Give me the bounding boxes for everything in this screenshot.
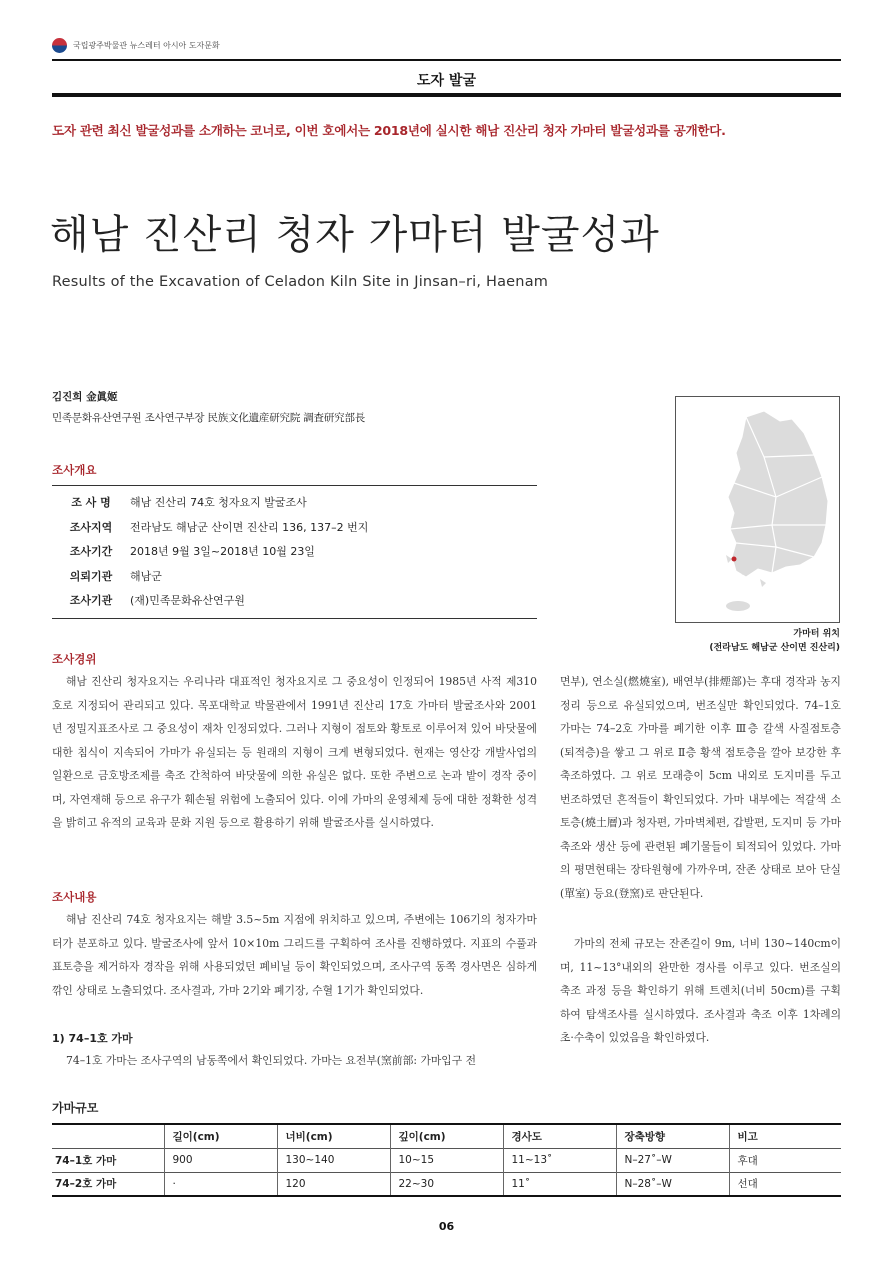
kiln-subheading: 1) 74–1호 가마 [52,1032,133,1045]
overview-value: 전라남도 해남군 산이면 진산리 136, 137–2 번지 [130,520,369,534]
korea-map-icon [676,397,841,624]
page-number: 06 [438,1220,455,1233]
content-heading: 조사내용 [52,890,97,904]
content-paragraph: 해남 진산리 74호 청자요지는 해발 3.5~5m 지점에 위치하고 있으며, 주변에는 106기의 청자가마터가 분포하고 있다. 발굴조사에 앞서 10×10m 그리드를 구획하여 조사를 진행하였다. 지표의 수풀과 표토층을 제거하자 경작을 위해 사용되었던 폐비닐 등이 확인되었으며, 조사구역 동쪽 경사면은 심하게 깎인 상태로 노출되었다. 조사결과, 가마 2기와 폐기장, 수혈 1기가 확인되었다. [52,913,537,997]
table-header-cell: 깊이(cm) [390,1124,503,1148]
kiln-table-title: 가마규모 [52,1101,99,1115]
map-caption-location: (전라남도 해남군 산이면 진산리) [709,643,840,653]
table-header-cell: 비고 [729,1124,841,1148]
overview-row [52,588,537,613]
author-affiliation: 민족문화유산연구원 조사연구부장 民族文化遺産研究院 調査研究部長 [52,412,366,424]
overview-value: 해남군 [130,569,162,583]
table-cell: 11~13˚ [503,1148,616,1172]
table-row [52,1172,841,1196]
top-rule [52,59,841,61]
overview-value: 2018년 9월 3일~2018년 10월 23일 [130,545,315,559]
kiln-paragraph-continued: 면부), 연소실(燃燒室), 배연부(排煙部)는 후대 경작과 농지 정리 등으로 유실되었으며, 번조실만 확인되었다. 74–1호 가마는 74–2호 가마를 폐기한 이후 Ⅲ층 갈색 사질점토층(퇴적층)을 쌓고 그 위로 Ⅱ층 황색 점토층을 깔아 보강한 후 축조하였다. 그 위로 모래층이 5cm 내외로 도지미를 두고 번조하였던 흔적들이 확인되었다. 가마 내부에는 적갈색 소토층(燒土層)과 청자편, 가마벽체편, 갑발편, 도지미 등 가마 축조와 생산 등에 관련된 폐기물들이 퇴적되어 있었다. 가마의 평면현태는 장타원형에 가까우며, 잔존 상태로 보아 단실(單室) 등요(登窯)로 판단된다. [560,675,841,900]
page-title: 해남 진산리 청자 가마터 발굴성과 [50,212,660,258]
overview-value: 해남 진산리 74호 청자요지 발굴조사 [130,496,307,510]
overview-top-rule [52,485,537,486]
map-caption-title: 가마터 위치 [793,629,840,639]
overview-key: 조사기관 [69,594,113,608]
table-header-cell [52,1124,164,1148]
table-cell: 120 [277,1172,390,1196]
location-map [675,396,840,623]
overview-key: 조사지역 [69,520,113,534]
table-cell: 22~30 [390,1172,503,1196]
table-row-label: 74–1호 가마 [55,1154,117,1167]
overview-bottom-rule [52,618,537,619]
overview-key: 조사기간 [69,545,113,559]
map-caption [675,627,840,655]
table-row-label: 74–2호 가마 [55,1178,117,1191]
table-header-cell: 너비(cm) [277,1124,390,1148]
museum-logo-icon [52,38,67,53]
table-header-cell: 경사도 [503,1124,616,1148]
table-cell: 10~15 [390,1148,503,1172]
table-cell: · [164,1172,277,1196]
table-cell: N–28˚–W [616,1172,729,1196]
author-name: 김진희 金眞姬 [52,391,118,403]
overview-key: 의뢰기관 [69,569,113,583]
table-header-cell: 장축방향 [616,1124,729,1148]
kiln-size-paragraph: 가마의 전체 규모는 잔존길이 9m, 너비 130~140cm이며, 11~13°내외의 완만한 경사를 이루고 있다. 번조실의 축조 과정 등을 확인하기 위해 트렌치(너비 50cm)를 구획하여 탐색조사를 실시하였다. 조사결과 축조 이후 1차례의 초·수축이 있었음을 확인하였다. [560,937,841,1044]
table-cell: 선대 [729,1172,841,1196]
table-cell: 130~140 [277,1148,390,1172]
table-header-row [52,1124,841,1148]
overview-row [52,515,537,540]
masthead-text: 국립광주박물관 뉴스레터 아시아 도자문화 [73,41,220,50]
overview-row [52,539,537,564]
overview-heading: 조사개요 [52,463,97,477]
overview-row [52,490,537,515]
overview-row [52,564,537,589]
kiln-size-table [52,1123,841,1197]
overview-value: (재)민족문화유산연구원 [130,594,245,608]
table-cell: 후대 [729,1148,841,1172]
table-row [52,1148,841,1172]
masthead [52,38,220,53]
section-label: 도자 발굴 [417,73,476,89]
kiln-paragraph-start: 74–1호 가마는 조사구역의 남동쪽에서 확인되었다. 가마는 요전부(窯前部: 가마입구 전 [66,1054,477,1067]
table-cell: 900 [164,1148,277,1172]
table-cell: 11˚ [503,1172,616,1196]
table-cell: N–27˚–W [616,1148,729,1172]
overview-key: 조 사 명 [71,496,111,510]
overview-table [52,490,537,613]
background-heading: 조사경위 [52,652,97,666]
section-rule [52,93,841,97]
lead-text: 도자 관련 최신 발굴성과를 소개하는 코너로, 이번 호에서는 2018년에 실시한 해남 진산리 청자 가마터 발굴성과를 공개한다. [52,123,726,138]
site-marker-icon [732,557,737,562]
table-header-cell: 길이(cm) [164,1124,277,1148]
background-paragraph: 해남 진산리 청자요지는 우리나라 대표적인 청자요지로 그 중요성이 인정되어 1985년 사적 제310호로 지정되어 관리되고 있다. 목포대학교 박물관에서 1991년 진산리 17호 가마터 발굴조사와 2001년 정밀지표조사로 그 중요성이 재차 인정되었다. 그러나 지형이 점토와 황토로 이루어져 있어 바닷물에 대한 침식이 지속되어 가마가 유실되는 등 원래의 지형이 크게 변형되었다. 현재는 영산강 개발사업의 일환으로 금호방조제를 축조 간척하여 바닷물에 의한 유실은 없다. 또한 주변으로 논과 밭이 경작 중이며, 자연재해 등으로 유구가 훼손될 위험에 노출되어 있다. 이에 가마의 운영체제 등에 대한 정확한 성격을 밝히고 유적의 교육과 문화 지원 등으로 활용하기 위해 발굴조사를 실시하였다. [52,675,537,829]
page-subtitle: Results of the Excavation of Celadon Kiln Site in Jinsan–ri, Haenam [52,274,549,290]
